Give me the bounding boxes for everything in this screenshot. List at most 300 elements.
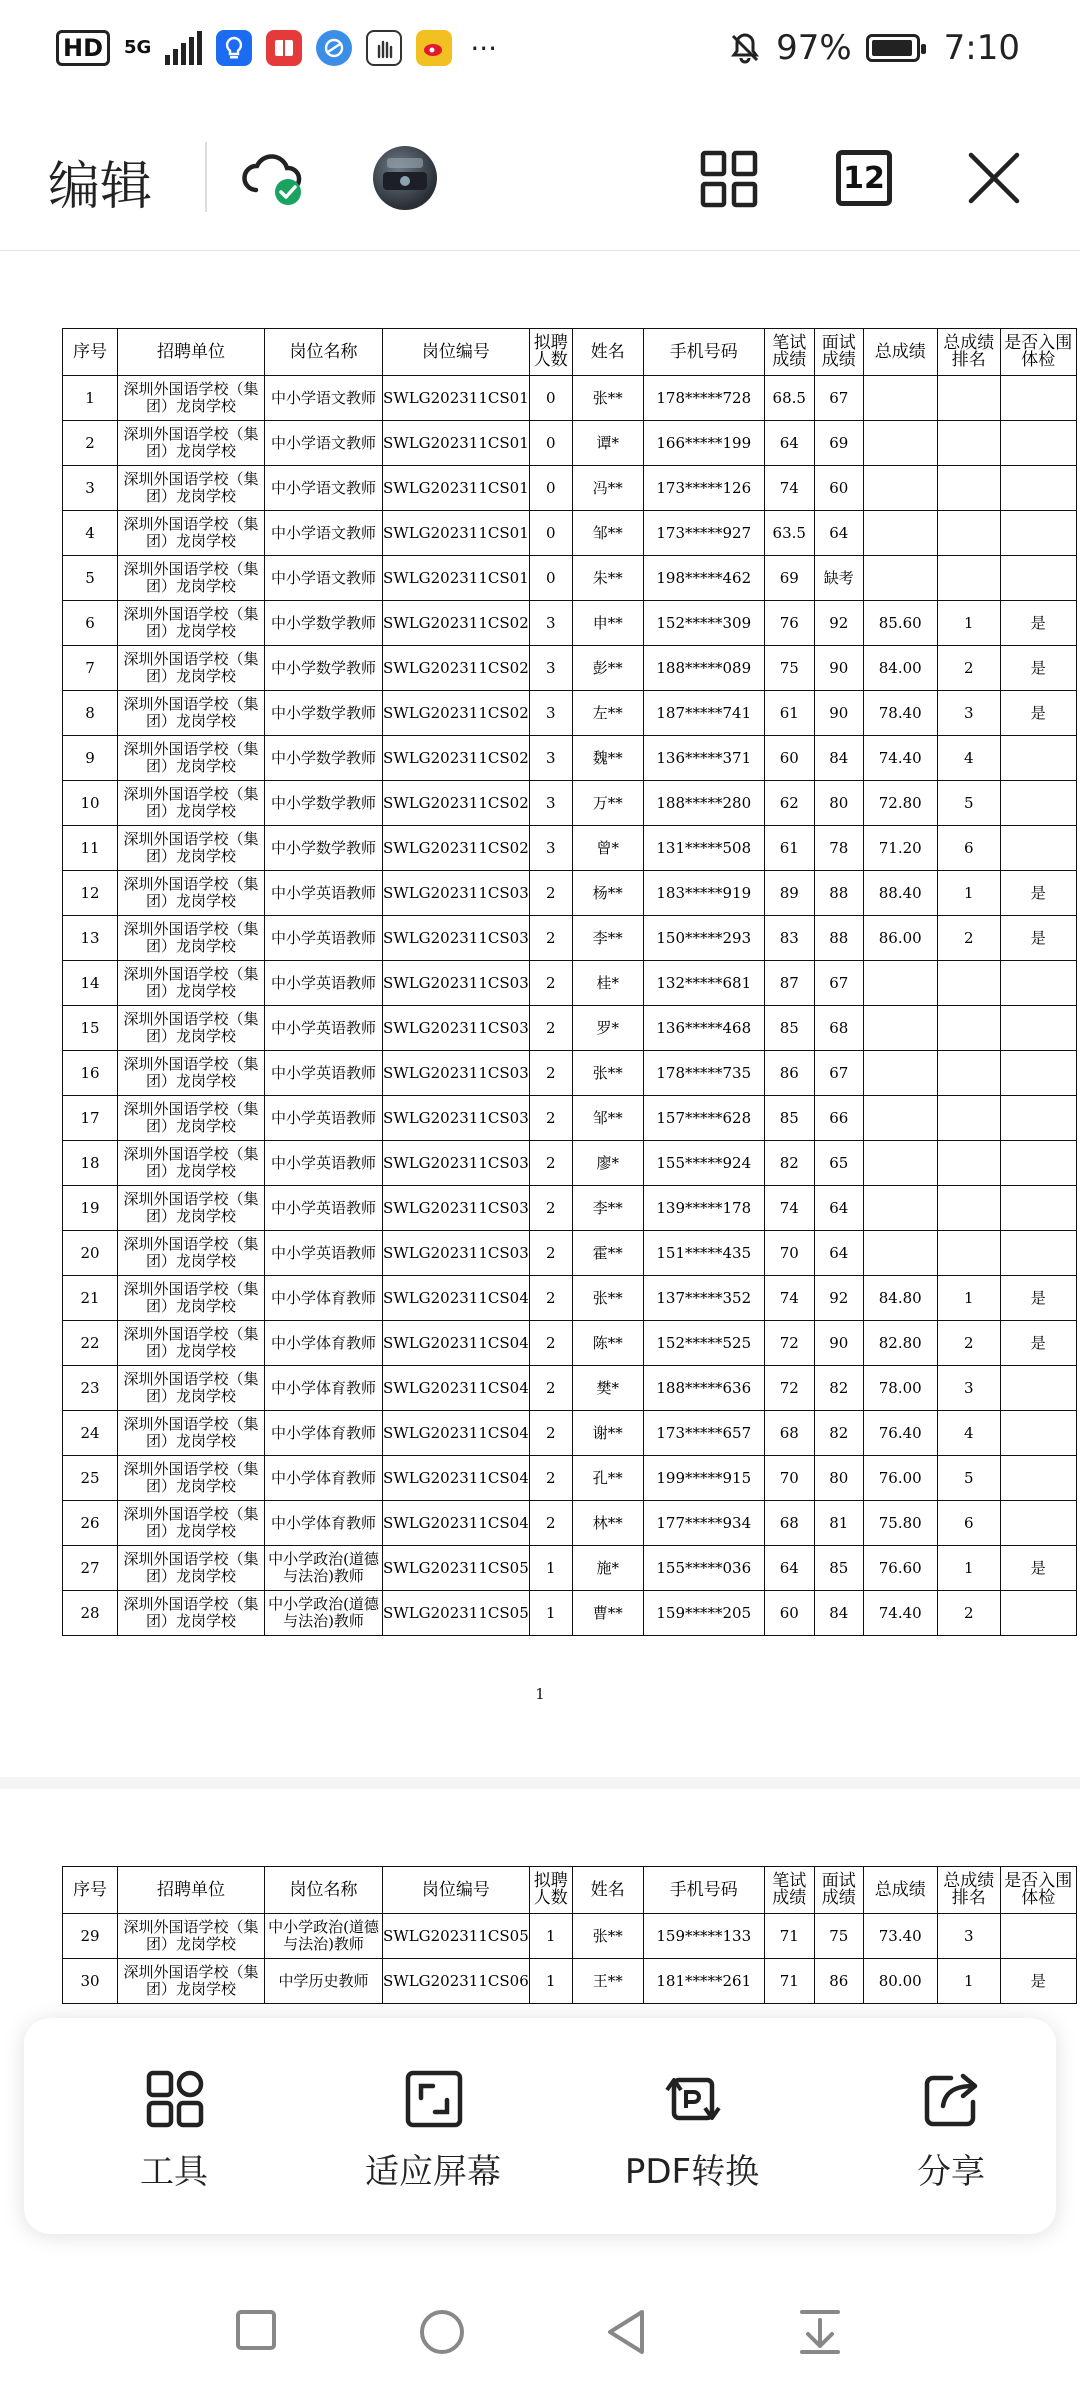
col-position-cell: 中小学体育教师 — [265, 1321, 383, 1366]
col-phone-cell: 173*****927 — [643, 511, 764, 556]
col-total-score-cell: 80.00 — [863, 1959, 937, 2004]
results-table — [62, 328, 1077, 1636]
col-position-code-cell: SWLG202311CS02 — [383, 781, 530, 826]
col-quota-cell: 3 — [529, 601, 572, 646]
fit-screen-label: 适应屏幕 — [365, 2152, 501, 2192]
col-interview-score-cell: 82 — [814, 1366, 863, 1411]
col-name-cell: 孔** — [572, 1456, 643, 1501]
col-medical-exam-cell: 是 — [1000, 1546, 1076, 1591]
recents-icon[interactable] — [234, 2308, 278, 2352]
col-index-cell: 20 — [63, 1231, 118, 1276]
table-row — [63, 1501, 1077, 1546]
col-written-score-cell: 70 — [764, 1231, 814, 1276]
col-total-score-cell: 74.40 — [863, 1591, 937, 1636]
col-medical-exam-cell — [1000, 556, 1076, 601]
col-medical-exam-cell — [1000, 1231, 1076, 1276]
col-index-cell: 15 — [63, 1006, 118, 1051]
col-name-cell: 林** — [572, 1501, 643, 1546]
col-written-score-cell: 63.5 — [764, 511, 814, 556]
more-notifications: ··· — [470, 31, 498, 65]
pdf-convert-button[interactable] — [592, 2018, 792, 2234]
col-position-code-cell: SWLG202311CS03 — [383, 871, 530, 916]
table-row — [63, 916, 1077, 961]
home-icon[interactable] — [418, 2308, 466, 2356]
col-position-cell: 中小学英语教师 — [265, 916, 383, 961]
col-total-score-cell — [863, 1186, 937, 1231]
col-index-cell: 1 — [63, 376, 118, 421]
bottom-action-panel — [24, 2018, 1056, 2234]
col-employer-cell: 深圳外国语学校（集团）龙岗学校 — [118, 1411, 265, 1456]
col-name-cell: 廖* — [572, 1141, 643, 1186]
col-index-cell: 16 — [63, 1051, 118, 1096]
col-rank-cell: 1 — [937, 871, 1000, 916]
col-total-score-cell: 84.80 — [863, 1276, 937, 1321]
col-quota-cell: 2 — [529, 1411, 572, 1456]
col-position-cell: 中小学体育教师 — [265, 1366, 383, 1411]
col-position-code-cell: SWLG202311CS04 — [383, 1366, 530, 1411]
col-employer-cell: 深圳外国语学校（集团）龙岗学校 — [118, 1231, 265, 1276]
header-col-total-score: 总成绩 — [863, 329, 937, 376]
col-written-score-cell: 71 — [764, 1959, 814, 2004]
col-employer-cell: 深圳外国语学校（集团）龙岗学校 — [118, 1959, 265, 2004]
col-position-code-cell: SWLG202311CS04 — [383, 1456, 530, 1501]
col-total-score-cell — [863, 1006, 937, 1051]
col-interview-score-cell: 84 — [814, 1591, 863, 1636]
col-rank-cell — [937, 421, 1000, 466]
col-medical-exam-cell — [1000, 511, 1076, 556]
col-position-cell: 中小学体育教师 — [265, 1276, 383, 1321]
col-quota-cell: 3 — [529, 736, 572, 781]
col-interview-score-cell: 88 — [814, 871, 863, 916]
col-position-cell: 中小学英语教师 — [265, 871, 383, 916]
col-written-score-cell: 64 — [764, 1546, 814, 1591]
header-col-medical-exam: 是否入围体检 — [1000, 329, 1076, 376]
col-employer-cell: 深圳外国语学校（集团）龙岗学校 — [118, 916, 265, 961]
col-name-cell: 张** — [572, 1276, 643, 1321]
table-row — [63, 1186, 1077, 1231]
weibo-app-icon — [416, 30, 452, 66]
header-col-position: 岗位名称 — [265, 1867, 383, 1914]
col-medical-exam-cell — [1000, 736, 1076, 781]
col-total-score-cell — [863, 376, 937, 421]
col-position-code-cell: SWLG202311CS02 — [383, 601, 530, 646]
col-quota-cell: 1 — [529, 1959, 572, 2004]
col-interview-score-cell: 81 — [814, 1501, 863, 1546]
col-name-cell: 谢** — [572, 1411, 643, 1456]
col-index-cell: 14 — [63, 961, 118, 1006]
col-total-score-cell: 78.00 — [863, 1366, 937, 1411]
col-position-code-cell: SWLG202311CS03 — [383, 1231, 530, 1276]
header-col-name: 姓名 — [572, 329, 643, 376]
col-position-cell: 中小学语文教师 — [265, 376, 383, 421]
hd-badge: HD — [56, 30, 110, 66]
col-name-cell: 霍** — [572, 1231, 643, 1276]
col-name-cell: 冯** — [572, 466, 643, 511]
col-interview-score-cell: 67 — [814, 376, 863, 421]
col-phone-cell: 198*****462 — [643, 556, 764, 601]
col-index-cell: 24 — [63, 1411, 118, 1456]
col-phone-cell: 139*****178 — [643, 1186, 764, 1231]
mute-bell-icon — [728, 31, 762, 65]
col-quota-cell: 0 — [529, 466, 572, 511]
header-col-quota: 拟聘人数 — [529, 1867, 572, 1914]
col-position-code-cell: SWLG202311CS01 — [383, 556, 530, 601]
table-row — [63, 466, 1077, 511]
col-phone-cell: 188*****089 — [643, 646, 764, 691]
col-name-cell: 朱** — [572, 556, 643, 601]
col-phone-cell: 177*****934 — [643, 1501, 764, 1546]
col-rank-cell: 1 — [937, 1546, 1000, 1591]
col-name-cell: 万** — [572, 781, 643, 826]
col-interview-score-cell: 64 — [814, 1231, 863, 1276]
col-position-code-cell: SWLG202311CS02 — [383, 691, 530, 736]
col-name-cell: 邹** — [572, 1096, 643, 1141]
col-rank-cell — [937, 1186, 1000, 1231]
col-phone-cell: 157*****628 — [643, 1096, 764, 1141]
col-position-code-cell: SWLG202311CS03 — [383, 1096, 530, 1141]
table-row — [63, 1321, 1077, 1366]
col-phone-cell: 187*****741 — [643, 691, 764, 736]
col-position-code-cell: SWLG202311CS01 — [383, 421, 530, 466]
col-rank-cell: 4 — [937, 736, 1000, 781]
col-employer-cell: 深圳外国语学校（集团）龙岗学校 — [118, 556, 265, 601]
col-total-score-cell: 82.80 — [863, 1321, 937, 1366]
col-position-code-cell: SWLG202311CS05 — [383, 1591, 530, 1636]
clock: 7:10 — [943, 28, 1020, 68]
col-quota-cell: 2 — [529, 961, 572, 1006]
col-name-cell: 李** — [572, 1186, 643, 1231]
edit-button[interactable]: 编辑 — [48, 157, 153, 217]
col-quota-cell: 0 — [529, 511, 572, 556]
col-medical-exam-cell: 是 — [1000, 1959, 1076, 2004]
col-written-score-cell: 85 — [764, 1096, 814, 1141]
col-interview-score-cell: 67 — [814, 961, 863, 1006]
col-quota-cell: 2 — [529, 1096, 572, 1141]
col-phone-cell: 152*****309 — [643, 601, 764, 646]
table-row — [63, 511, 1077, 556]
col-medical-exam-cell: 是 — [1000, 1321, 1076, 1366]
col-medical-exam-cell — [1000, 1141, 1076, 1186]
col-index-cell: 19 — [63, 1186, 118, 1231]
col-quota-cell: 2 — [529, 916, 572, 961]
pdf-page-1 — [0, 251, 1080, 1777]
fit-screen-button[interactable] — [333, 2018, 533, 2234]
col-phone-cell: 136*****371 — [643, 736, 764, 781]
col-name-cell: 左** — [572, 691, 643, 736]
col-employer-cell: 深圳外国语学校（集团）龙岗学校 — [118, 1051, 265, 1096]
col-employer-cell: 深圳外国语学校（集团）龙岗学校 — [118, 781, 265, 826]
col-rank-cell — [937, 1006, 1000, 1051]
header-col-position-code: 岗位编号 — [383, 1867, 530, 1914]
grid-view-icon[interactable] — [700, 150, 758, 208]
col-employer-cell: 深圳外国语学校（集团）龙岗学校 — [118, 1096, 265, 1141]
col-position-code-cell: SWLG202311CS03 — [383, 961, 530, 1006]
col-position-cell: 中小学数学教师 — [265, 691, 383, 736]
header-col-rank: 总成绩排名 — [937, 1867, 1000, 1914]
page-count-icon[interactable]: 12 — [836, 150, 892, 206]
col-rank-cell: 5 — [937, 781, 1000, 826]
col-employer-cell: 深圳外国语学校（集团）龙岗学校 — [118, 466, 265, 511]
col-total-score-cell: 78.40 — [863, 691, 937, 736]
tools-icon — [146, 2070, 204, 2128]
col-phone-cell: 178*****728 — [643, 376, 764, 421]
col-phone-cell: 159*****133 — [643, 1914, 764, 1959]
col-interview-score-cell: 92 — [814, 1276, 863, 1321]
col-employer-cell: 深圳外国语学校（集团）龙岗学校 — [118, 646, 265, 691]
tools-button[interactable] — [74, 2018, 274, 2234]
col-quota-cell: 3 — [529, 691, 572, 736]
col-medical-exam-cell: 是 — [1000, 916, 1076, 961]
avatar[interactable] — [373, 146, 437, 210]
col-written-score-cell: 61 — [764, 826, 814, 871]
col-quota-cell: 0 — [529, 556, 572, 601]
table-header-row — [63, 1867, 1077, 1914]
col-phone-cell: 173*****126 — [643, 466, 764, 511]
table-row — [63, 1546, 1077, 1591]
col-position-code-cell: SWLG202311CS03 — [383, 916, 530, 961]
col-quota-cell: 2 — [529, 1456, 572, 1501]
table-row — [63, 601, 1077, 646]
col-interview-score-cell: 缺考 — [814, 556, 863, 601]
col-name-cell: 彭** — [572, 646, 643, 691]
col-position-code-cell: SWLG202311CS03 — [383, 1186, 530, 1231]
col-rank-cell: 6 — [937, 826, 1000, 871]
col-medical-exam-cell: 是 — [1000, 871, 1076, 916]
hand-app-icon — [366, 30, 402, 66]
col-interview-score-cell: 69 — [814, 421, 863, 466]
col-index-cell: 4 — [63, 511, 118, 556]
col-medical-exam-cell — [1000, 376, 1076, 421]
col-quota-cell: 0 — [529, 421, 572, 466]
col-written-score-cell: 82 — [764, 1141, 814, 1186]
col-interview-score-cell: 86 — [814, 1959, 863, 2004]
col-rank-cell: 3 — [937, 1366, 1000, 1411]
col-phone-cell: 155*****924 — [643, 1141, 764, 1186]
col-name-cell: 谭* — [572, 421, 643, 466]
col-total-score-cell: 71.20 — [863, 826, 937, 871]
keyboard-hide-icon[interactable] — [797, 2308, 843, 2356]
col-medical-exam-cell — [1000, 1411, 1076, 1456]
cloud-synced-icon[interactable] — [238, 146, 308, 208]
col-employer-cell: 深圳外国语学校（集团）龙岗学校 — [118, 421, 265, 466]
col-written-score-cell: 62 — [764, 781, 814, 826]
col-name-cell: 张** — [572, 1914, 643, 1959]
status-bar — [0, 0, 1080, 106]
col-phone-cell: 178*****735 — [643, 1051, 764, 1096]
col-total-score-cell — [863, 1096, 937, 1141]
col-employer-cell: 深圳外国语学校（集团）龙岗学校 — [118, 1546, 265, 1591]
header-col-quota: 拟聘人数 — [529, 329, 572, 376]
col-position-code-cell: SWLG202311CS02 — [383, 826, 530, 871]
col-name-cell: 曾* — [572, 826, 643, 871]
col-written-score-cell: 61 — [764, 691, 814, 736]
col-phone-cell: 152*****525 — [643, 1321, 764, 1366]
col-position-cell: 中小学数学教师 — [265, 736, 383, 781]
col-position-code-cell: SWLG202311CS05 — [383, 1546, 530, 1591]
header-col-index: 序号 — [63, 1867, 118, 1914]
col-position-cell: 中小学英语教师 — [265, 1186, 383, 1231]
col-index-cell: 17 — [63, 1096, 118, 1141]
table-row — [63, 1051, 1077, 1096]
header-col-interview-score: 面试成绩 — [814, 1867, 863, 1914]
col-rank-cell — [937, 376, 1000, 421]
col-index-cell: 21 — [63, 1276, 118, 1321]
col-index-cell: 5 — [63, 556, 118, 601]
share-button[interactable] — [851, 2018, 1051, 2234]
signal-icon — [165, 31, 202, 65]
header-col-written-score: 笔试成绩 — [764, 329, 814, 376]
col-quota-cell: 2 — [529, 1366, 572, 1411]
col-employer-cell: 深圳外国语学校（集团）龙岗学校 — [118, 1501, 265, 1546]
col-employer-cell: 深圳外国语学校（集团）龙岗学校 — [118, 376, 265, 421]
col-interview-score-cell: 90 — [814, 691, 863, 736]
col-name-cell: 王** — [572, 1959, 643, 2004]
col-written-score-cell: 85 — [764, 1006, 814, 1051]
col-total-score-cell — [863, 961, 937, 1006]
col-interview-score-cell: 85 — [814, 1546, 863, 1591]
col-position-cell: 中小学数学教师 — [265, 781, 383, 826]
col-medical-exam-cell — [1000, 1456, 1076, 1501]
col-total-score-cell: 88.40 — [863, 871, 937, 916]
table-row — [63, 1456, 1077, 1501]
col-rank-cell: 1 — [937, 601, 1000, 646]
col-index-cell: 2 — [63, 421, 118, 466]
col-position-cell: 中小学语文教师 — [265, 466, 383, 511]
col-written-score-cell: 74 — [764, 466, 814, 511]
col-employer-cell: 深圳外国语学校（集团）龙岗学校 — [118, 871, 265, 916]
col-written-score-cell: 64 — [764, 421, 814, 466]
table-row — [63, 556, 1077, 601]
col-total-score-cell — [863, 421, 937, 466]
col-rank-cell: 3 — [937, 1914, 1000, 1959]
col-position-cell: 中小学语文教师 — [265, 421, 383, 466]
col-phone-cell: 151*****435 — [643, 1231, 764, 1276]
table-row — [63, 1914, 1077, 1959]
col-name-cell: 申** — [572, 601, 643, 646]
col-total-score-cell: 73.40 — [863, 1914, 937, 1959]
table-row — [63, 1959, 1077, 2004]
col-position-cell: 中小学数学教师 — [265, 826, 383, 871]
col-phone-cell: 166*****199 — [643, 421, 764, 466]
header-col-phone: 手机号码 — [643, 329, 764, 376]
col-rank-cell: 2 — [937, 916, 1000, 961]
table-row — [63, 1411, 1077, 1456]
header-col-rank: 总成绩排名 — [937, 329, 1000, 376]
col-position-cell: 中小学体育教师 — [265, 1411, 383, 1456]
table-row — [63, 736, 1077, 781]
col-phone-cell: 173*****657 — [643, 1411, 764, 1456]
col-employer-cell: 深圳外国语学校（集团）龙岗学校 — [118, 1321, 265, 1366]
col-phone-cell: 132*****681 — [643, 961, 764, 1006]
col-written-score-cell: 72 — [764, 1321, 814, 1366]
col-position-code-cell: SWLG202311CS05 — [383, 1914, 530, 1959]
col-position-cell: 中小学体育教师 — [265, 1501, 383, 1546]
col-interview-score-cell: 64 — [814, 511, 863, 556]
col-rank-cell — [937, 466, 1000, 511]
share-icon — [923, 2070, 981, 2128]
col-written-score-cell: 69 — [764, 556, 814, 601]
col-total-score-cell: 75.80 — [863, 1501, 937, 1546]
col-position-cell: 中小学英语教师 — [265, 1051, 383, 1096]
col-quota-cell: 2 — [529, 1231, 572, 1276]
col-interview-score-cell: 78 — [814, 826, 863, 871]
col-written-score-cell: 75 — [764, 646, 814, 691]
col-interview-score-cell: 82 — [814, 1411, 863, 1456]
page-number: 1 — [535, 1685, 545, 1703]
col-written-score-cell: 87 — [764, 961, 814, 1006]
col-index-cell: 26 — [63, 1501, 118, 1546]
battery-percent: 97% — [776, 28, 852, 68]
col-written-score-cell: 72 — [764, 1366, 814, 1411]
col-total-score-cell — [863, 1141, 937, 1186]
col-position-code-cell: SWLG202311CS01 — [383, 511, 530, 556]
col-phone-cell: 155*****036 — [643, 1546, 764, 1591]
col-quota-cell: 0 — [529, 376, 572, 421]
back-icon[interactable] — [604, 2308, 648, 2356]
col-medical-exam-cell — [1000, 826, 1076, 871]
col-name-cell: 桂* — [572, 961, 643, 1006]
share-label: 分享 — [917, 2152, 985, 2192]
col-phone-cell: 183*****919 — [643, 871, 764, 916]
header-col-interview-score: 面试成绩 — [814, 329, 863, 376]
col-position-cell: 中小学数学教师 — [265, 646, 383, 691]
header-col-position-code: 岗位编号 — [383, 329, 530, 376]
table-row — [63, 871, 1077, 916]
col-employer-cell: 深圳外国语学校（集团）龙岗学校 — [118, 1914, 265, 1959]
col-employer-cell: 深圳外国语学校（集团）龙岗学校 — [118, 1591, 265, 1636]
col-interview-score-cell: 90 — [814, 646, 863, 691]
col-written-score-cell: 89 — [764, 871, 814, 916]
header-col-name: 姓名 — [572, 1867, 643, 1914]
col-position-cell: 中小学英语教师 — [265, 961, 383, 1006]
col-written-score-cell: 68 — [764, 1501, 814, 1546]
col-total-score-cell: 76.00 — [863, 1456, 937, 1501]
close-icon[interactable] — [966, 150, 1022, 206]
col-quota-cell: 3 — [529, 826, 572, 871]
col-rank-cell — [937, 556, 1000, 601]
table-row — [63, 1141, 1077, 1186]
status-right — [728, 28, 1020, 68]
col-employer-cell: 深圳外国语学校（集团）龙岗学校 — [118, 1006, 265, 1051]
col-written-score-cell: 74 — [764, 1276, 814, 1321]
tools-label: 工具 — [140, 2152, 208, 2192]
col-employer-cell: 深圳外国语学校（集团）龙岗学校 — [118, 1366, 265, 1411]
table-row — [63, 646, 1077, 691]
table-row — [63, 781, 1077, 826]
col-position-code-cell: SWLG202311CS02 — [383, 646, 530, 691]
col-index-cell: 22 — [63, 1321, 118, 1366]
col-interview-score-cell: 75 — [814, 1914, 863, 1959]
col-interview-score-cell: 66 — [814, 1096, 863, 1141]
col-employer-cell: 深圳外国语学校（集团）龙岗学校 — [118, 736, 265, 781]
col-phone-cell: 136*****468 — [643, 1006, 764, 1051]
col-medical-exam-cell: 是 — [1000, 691, 1076, 736]
browser-app-icon — [316, 30, 352, 66]
col-interview-score-cell: 90 — [814, 1321, 863, 1366]
col-rank-cell: 5 — [937, 1456, 1000, 1501]
col-position-cell: 中学历史教师 — [265, 1959, 383, 2004]
col-rank-cell: 3 — [937, 691, 1000, 736]
col-medical-exam-cell — [1000, 781, 1076, 826]
col-employer-cell: 深圳外国语学校（集团）龙岗学校 — [118, 1276, 265, 1321]
col-interview-score-cell: 88 — [814, 916, 863, 961]
col-employer-cell: 深圳外国语学校（集团）龙岗学校 — [118, 1456, 265, 1501]
header-col-employer: 招聘单位 — [118, 1867, 265, 1914]
table-row — [63, 1366, 1077, 1411]
col-written-score-cell: 68 — [764, 1411, 814, 1456]
col-total-score-cell — [863, 511, 937, 556]
col-quota-cell: 2 — [529, 1051, 572, 1096]
